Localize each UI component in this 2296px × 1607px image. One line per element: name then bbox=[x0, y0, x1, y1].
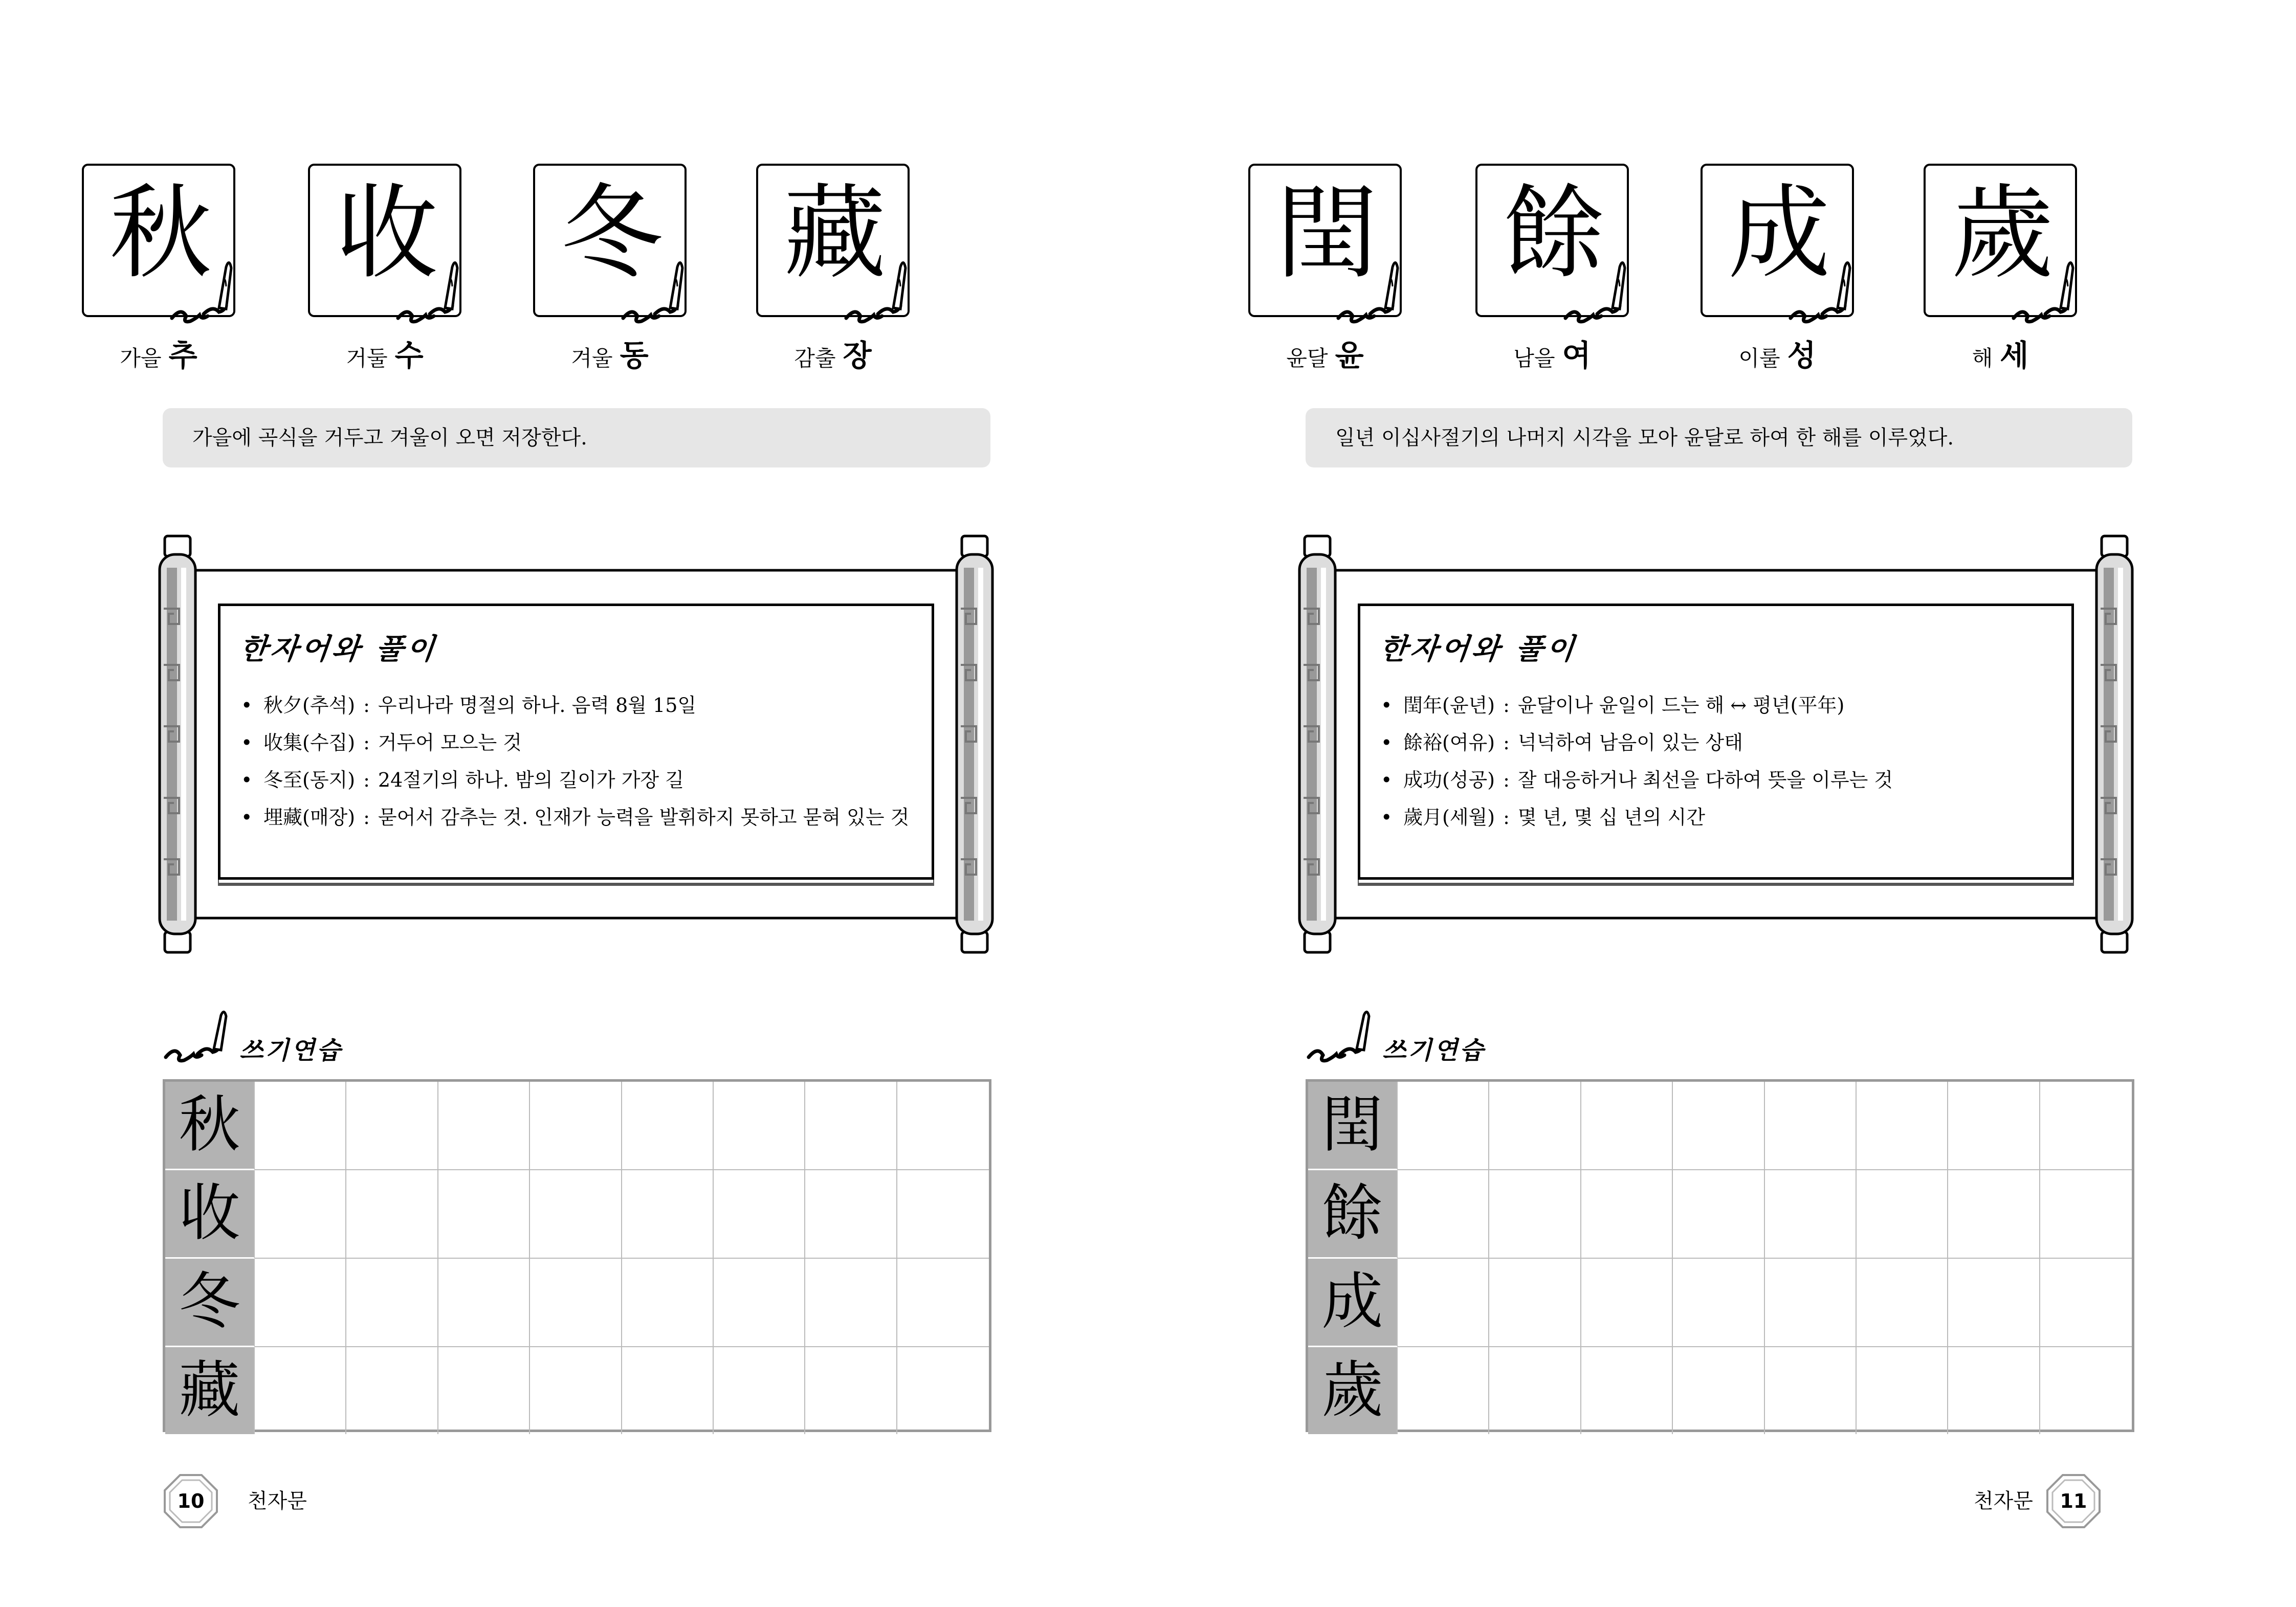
practice-cell bbox=[1857, 1347, 1948, 1434]
practice-cell bbox=[1398, 1082, 1489, 1170]
list-item bbox=[241, 799, 909, 836]
practice-cell bbox=[1673, 1347, 1764, 1434]
explanation-bar: 일년 이십사절기의 나머지 시각을 모아 윤달로 하여 한 해를 이루었다. bbox=[1306, 408, 2132, 467]
practice-cell bbox=[530, 1347, 622, 1434]
practice-cell bbox=[805, 1347, 897, 1434]
meaning-word: 윤달 bbox=[1286, 346, 1328, 371]
practice-title: 쓰기연습 bbox=[1382, 1036, 1486, 1065]
character-card bbox=[533, 164, 727, 389]
meaning-word: 가을 bbox=[120, 346, 162, 371]
practice-cell bbox=[530, 1170, 622, 1259]
practice-cell bbox=[1948, 1082, 2040, 1170]
practice-cell bbox=[714, 1259, 805, 1347]
practice-cell bbox=[622, 1259, 714, 1347]
list-item bbox=[1381, 724, 1893, 762]
term-meaning: 몇 년, 몇 십 년의 시간 bbox=[1517, 806, 1706, 829]
scroll-roller-right bbox=[957, 536, 992, 952]
vocabulary-panel bbox=[1358, 604, 2074, 880]
separator: : bbox=[363, 769, 370, 791]
model-character: 餘 bbox=[1308, 1170, 1398, 1259]
list-item bbox=[241, 724, 909, 762]
practice-cell bbox=[346, 1170, 438, 1259]
model-character: 歲 bbox=[1308, 1347, 1398, 1434]
term: 成功(성공) bbox=[1403, 769, 1495, 791]
practice-cell bbox=[2040, 1170, 2132, 1259]
character-cards bbox=[0, 164, 1148, 389]
card-meaning bbox=[308, 340, 461, 374]
hanja-character: 成 bbox=[1728, 174, 1830, 293]
practice-cell bbox=[1948, 1259, 2040, 1347]
meaning-sound: 성 bbox=[1787, 338, 1816, 373]
writing-practice-grid bbox=[163, 1079, 991, 1432]
practice-cell bbox=[255, 1347, 346, 1434]
card-meaning bbox=[1924, 340, 2077, 374]
bullet: • bbox=[1381, 694, 1393, 717]
meaning-sound: 장 bbox=[843, 338, 872, 373]
hanja-character: 藏 bbox=[783, 174, 886, 293]
term-meaning: 거두어 모으는 것 bbox=[378, 731, 522, 754]
meaning-sound: 세 bbox=[2000, 338, 2029, 373]
practice-cell bbox=[255, 1259, 346, 1347]
practice-cell bbox=[2040, 1259, 2132, 1347]
list-item bbox=[1381, 762, 1893, 799]
practice-cell bbox=[1398, 1170, 1489, 1259]
card-meaning bbox=[82, 340, 235, 374]
list-item bbox=[241, 687, 909, 724]
brush-icon bbox=[394, 257, 460, 328]
card-meaning bbox=[1475, 340, 1629, 374]
practice-cell bbox=[805, 1170, 897, 1259]
character-card bbox=[82, 164, 276, 389]
character-card bbox=[308, 164, 502, 389]
vocabulary-panel bbox=[218, 604, 934, 880]
meaning-word: 감출 bbox=[794, 346, 836, 371]
writing-practice-grid bbox=[1306, 1079, 2134, 1432]
practice-cell bbox=[1581, 1170, 1673, 1259]
hanja-character: 秋 bbox=[109, 174, 212, 293]
term-meaning: 잘 대응하거나 최선을 다하여 뜻을 이루는 것 bbox=[1517, 769, 1893, 791]
term: 秋夕(추석) bbox=[263, 694, 356, 717]
hanja-character: 冬 bbox=[560, 174, 663, 293]
separator: : bbox=[1503, 769, 1510, 791]
practice-cell bbox=[346, 1259, 438, 1347]
character-cards bbox=[1148, 164, 2296, 389]
practice-cell bbox=[1398, 1259, 1489, 1347]
practice-header bbox=[1306, 1010, 1613, 1066]
practice-cell bbox=[622, 1082, 714, 1170]
brush-icon bbox=[163, 1010, 234, 1066]
separator: : bbox=[363, 694, 370, 717]
practice-cell bbox=[1489, 1082, 1581, 1170]
meaning-sound: 동 bbox=[620, 338, 649, 373]
bullet: • bbox=[241, 694, 253, 717]
practice-cell bbox=[714, 1347, 805, 1434]
separator: : bbox=[1503, 694, 1510, 717]
practice-cell bbox=[1673, 1082, 1764, 1170]
practice-cell bbox=[897, 1082, 989, 1170]
practice-cell bbox=[897, 1170, 989, 1259]
practice-cell bbox=[438, 1082, 530, 1170]
model-character: 收 bbox=[165, 1170, 255, 1259]
practice-cell bbox=[1489, 1259, 1581, 1347]
vocabulary-scroll bbox=[157, 532, 996, 956]
vocabulary-scroll bbox=[1296, 532, 2135, 956]
practice-cell bbox=[438, 1347, 530, 1434]
book-title: 천자문 bbox=[248, 1489, 307, 1513]
practice-cell bbox=[1581, 1259, 1673, 1347]
character-card bbox=[1924, 164, 2118, 389]
separator: : bbox=[363, 731, 370, 754]
vocabulary-title: 한자어와 풀이 bbox=[238, 632, 439, 666]
practice-cell bbox=[1857, 1082, 1948, 1170]
term-meaning: 윤달이나 윤일이 드는 해 ↔ 평년(平年) bbox=[1517, 694, 1845, 717]
separator: : bbox=[1503, 731, 1510, 754]
practice-cell bbox=[1765, 1259, 1857, 1347]
meaning-word: 이룰 bbox=[1738, 346, 1780, 371]
practice-cell bbox=[714, 1170, 805, 1259]
practice-cell bbox=[622, 1347, 714, 1434]
term: 收集(수집) bbox=[263, 731, 356, 754]
brush-icon bbox=[619, 257, 686, 328]
bullet: • bbox=[241, 806, 253, 829]
practice-cell bbox=[1857, 1170, 1948, 1259]
meaning-word: 남을 bbox=[1513, 346, 1555, 371]
brush-icon bbox=[1786, 257, 1853, 328]
brush-icon bbox=[168, 257, 234, 328]
practice-cell bbox=[2040, 1347, 2132, 1434]
practice-cell bbox=[1765, 1082, 1857, 1170]
book-title: 천자문 bbox=[1974, 1489, 2033, 1513]
page-number: 10 bbox=[177, 1490, 205, 1512]
card-meaning bbox=[1701, 340, 1854, 374]
character-card bbox=[756, 164, 951, 389]
bullet: • bbox=[241, 769, 253, 791]
brush-icon bbox=[1306, 1010, 1377, 1066]
practice-cell bbox=[805, 1082, 897, 1170]
practice-cell bbox=[714, 1082, 805, 1170]
practice-cell bbox=[897, 1259, 989, 1347]
model-character: 秋 bbox=[165, 1082, 255, 1170]
practice-cell bbox=[1581, 1082, 1673, 1170]
hanja-character: 歲 bbox=[1951, 174, 2054, 293]
practice-cell bbox=[255, 1170, 346, 1259]
character-card bbox=[1701, 164, 1895, 389]
term-list bbox=[241, 687, 909, 836]
term-list bbox=[1381, 687, 1893, 836]
list-item bbox=[1381, 799, 1893, 836]
meaning-sound: 추 bbox=[168, 338, 197, 373]
practice-cell bbox=[1489, 1170, 1581, 1259]
practice-cell bbox=[1948, 1347, 2040, 1434]
card-meaning bbox=[1248, 340, 1402, 374]
scroll-roller-left bbox=[1299, 536, 1335, 952]
page-footer bbox=[1878, 1473, 2133, 1529]
practice-cell bbox=[1581, 1347, 1673, 1434]
brush-icon bbox=[1561, 257, 1628, 328]
hanja-character: 餘 bbox=[1503, 174, 1605, 293]
meaning-word: 거둘 bbox=[346, 346, 388, 371]
model-character: 成 bbox=[1308, 1259, 1398, 1347]
brush-icon bbox=[842, 257, 909, 328]
vocabulary-title: 한자어와 풀이 bbox=[1378, 632, 1579, 666]
explanation-bar: 가을에 곡식을 거두고 겨울이 오면 저장한다. bbox=[163, 408, 990, 467]
right-page bbox=[1148, 0, 2296, 1607]
card-meaning bbox=[533, 340, 687, 374]
model-character: 閏 bbox=[1308, 1082, 1398, 1170]
practice-cell bbox=[1765, 1170, 1857, 1259]
term: 閏年(윤년) bbox=[1403, 694, 1495, 717]
practice-cell bbox=[2040, 1082, 2132, 1170]
page-number: 11 bbox=[2060, 1490, 2087, 1512]
list-item bbox=[1381, 687, 1893, 724]
practice-cell bbox=[897, 1347, 989, 1434]
term: 冬至(동지) bbox=[263, 769, 356, 791]
bullet: • bbox=[1381, 731, 1393, 754]
practice-header bbox=[163, 1010, 470, 1066]
page-number-badge bbox=[2045, 1473, 2102, 1529]
meaning-word: 해 bbox=[1972, 346, 1993, 371]
practice-cell bbox=[255, 1082, 346, 1170]
character-card bbox=[1475, 164, 1670, 389]
meaning-sound: 수 bbox=[394, 338, 424, 373]
practice-cell bbox=[805, 1259, 897, 1347]
page-footer bbox=[163, 1473, 418, 1529]
practice-cell bbox=[1489, 1347, 1581, 1434]
practice-cell bbox=[1673, 1170, 1764, 1259]
practice-cell bbox=[1857, 1259, 1948, 1347]
brush-icon bbox=[2010, 257, 2076, 328]
character-card bbox=[1248, 164, 1443, 389]
practice-cell bbox=[1673, 1259, 1764, 1347]
practice-cell bbox=[1765, 1347, 1857, 1434]
practice-cell bbox=[530, 1082, 622, 1170]
hanja-character: 收 bbox=[335, 174, 438, 293]
bullet: • bbox=[1381, 769, 1393, 791]
practice-cell bbox=[346, 1347, 438, 1434]
scroll-roller-left bbox=[160, 536, 195, 952]
practice-cell bbox=[1398, 1347, 1489, 1434]
scroll-roller-right bbox=[2096, 536, 2132, 952]
meaning-sound: 윤 bbox=[1335, 338, 1364, 373]
practice-cell bbox=[622, 1170, 714, 1259]
page-number-badge bbox=[163, 1473, 219, 1529]
term-meaning: 우리나라 명절의 하나. 음력 8월 15일 bbox=[378, 694, 697, 717]
term-meaning: 넉넉하여 남음이 있는 상태 bbox=[1517, 731, 1743, 754]
term: 歲月(세월) bbox=[1403, 806, 1495, 829]
term-meaning: 24절기의 하나. 밤의 길이가 가장 길 bbox=[378, 769, 684, 791]
brush-icon bbox=[1334, 257, 1401, 328]
separator: : bbox=[1503, 806, 1510, 829]
meaning-word: 겨울 bbox=[571, 346, 613, 371]
bullet: • bbox=[241, 731, 253, 754]
model-character: 冬 bbox=[165, 1259, 255, 1347]
practice-cell bbox=[438, 1170, 530, 1259]
hanja-character: 閏 bbox=[1275, 174, 1378, 293]
practice-title: 쓰기연습 bbox=[239, 1036, 343, 1065]
term: 埋藏(매장) bbox=[263, 806, 356, 829]
bullet: • bbox=[1381, 806, 1393, 829]
meaning-sound: 여 bbox=[1562, 338, 1591, 373]
practice-cell bbox=[530, 1259, 622, 1347]
card-meaning bbox=[756, 340, 910, 374]
practice-cell bbox=[1948, 1170, 2040, 1259]
practice-cell bbox=[438, 1259, 530, 1347]
list-item bbox=[241, 762, 909, 799]
separator: : bbox=[363, 806, 370, 829]
practice-cell bbox=[346, 1082, 438, 1170]
term: 餘裕(여유) bbox=[1403, 731, 1495, 754]
term-meaning: 묻어서 감추는 것. 인재가 능력을 발휘하지 못하고 묻혀 있는 것 bbox=[378, 806, 910, 829]
model-character: 藏 bbox=[165, 1347, 255, 1434]
